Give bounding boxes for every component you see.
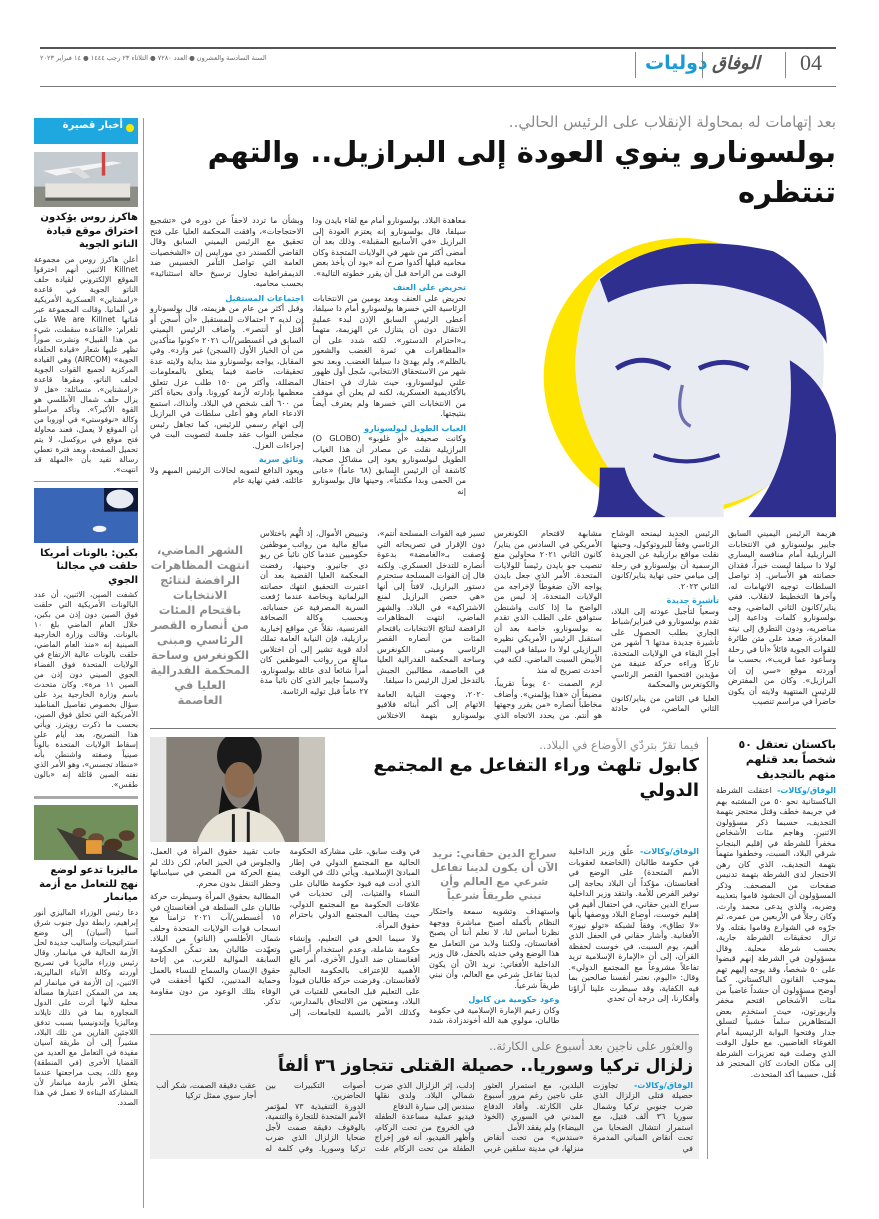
divider: [34, 796, 138, 799]
balloon-photo: [34, 488, 138, 543]
page-number: 04: [800, 50, 822, 75]
column-divider: [707, 737, 708, 1159]
sidebar-headline: هاكرز روس يؤكدون اختراق موقع قيادة الناتو الجوية: [40, 212, 138, 250]
header-divider: [635, 52, 636, 78]
quake-headline: زلزال تركيا وسوريا.. حصيلة القتلى تتجاوز ٣٦ ألفاً: [278, 1055, 693, 1076]
sidebar-body: دعا رئيس الوزراء الماليزي أنور إبراهيم، رابطة دول جنوب شرق آسيا (آسيان) إلى وضع استراتيجيات وأساليب جديدة لحل الأزمة الحالية في ميانمار. وقال رئيس وزراء ماليزيا في تصريح أوردته وكالة الأنباء الماليزية، الاثنين، إن الأزمة في ميانمار لم يعد من الممكن اعتبارها مسألة محلية لأنها أثرت على الدول المجاورة بما في ذلك تايلاند وماليزيا وإندونيسيا بسبب تدفق اللاجئين الفارين من تلك البلاد، مشيراً إلى أن طريقة آسيان مفيدة في التعامل مع العديد من القضايا الأخرى (في المنطقة) ومع ذلك، يجب مراجعتها عندما يتعلق الأمر بأزمة ميانمار لأن المشاركة البناءة لا تعمل في هذا الصدد.: [34, 907, 138, 1107]
sidebar-item: [34, 152, 138, 475]
sidebar-item: [34, 805, 138, 1108]
sidebar-body: أعلن هاكرز روس من مجموعة Killnet الاثنين أنهم اخترقوا الموقع الإلكتروني لقيادة حلف الناتو الجوية في قاعدة «رامشتاين» العسكرية الأمريكية في ألمانيا. وقالت المجموعة عبر قناتها We are Killnet على تلغرام: «القاعدة سقطت، شيء من هذا القبيل» ونشرت صوراً تظهر عليها شعار «قيادة الحلفاء الجوية» (AIRCOM) وهي القيادة المركزية لجميع القوات الجوية لحلف الناتو، ومقرها قاعدة «رامشتاين»، متسائلة: «هل لا يزال حلف شمال الأطلسي هو القوة الأكبر؟». وتأكد مراسلو وكالة «نوفوستي» في أوروبا من أن الموقع لا يعمل، فعند محاولة فتح موقع في بروكسل، لا يتم تحميل الصفحة، وبعد فترة تعطي رسالة تفيد بأن «المهلة قد انتهت».: [34, 254, 138, 474]
sidebar-body: كشفت الصين، الاثنين، أن عدد البالونات الأمريكية التي حلقت فوق الصين دون إذن من بكين، خلال العام الماضي بلغ ١٠ بالونات. وقالت وزارة الخارجية الصينية إنه «منذ العام الماضي، حلقت بالونات عالية الارتفاع في الولايات المتحدة فوق الفضاء الجوي الصيني دون إذن من الصين ١١ مرة». وكان متحدث باسم وزارة الخارجية يرد على سؤال بخصوص تفاصيل المناطيد الأمريكية التي تحلق فوق الصين، بحسب ما ذكرت رويترز. ويأتي هذا التصريح، بعد أيام على إسقاط الولايات المتحدة بالوناً صينياً وصفته واشنطن بأنه «منطاد تجسس»، وهو الأمر الذي نفته الصين قائلة إنه «بالون طقس».: [34, 590, 139, 789]
column-text: «سندس» من تحت أنقاض منزلها، في مدينة سلقين غربي إدلب، إثر الزلزال الذي ضرب شمالي البلاد. ولدى نقلها سندس إلى سيارة الدفاع: [374, 1080, 584, 1153]
airplane-icon: [34, 152, 138, 207]
subhead: وثائق سرية: [258, 455, 304, 464]
main-lower-columns: [260, 529, 836, 721]
sidebar: [34, 118, 138, 1114]
subhead: اجتماعات المستقبل: [225, 293, 304, 303]
haqqani-photo: [150, 737, 325, 842]
dateline-lead: الوفاق/وكالات-: [633, 1080, 693, 1090]
column-text: هزيمة الرئيس اليميني السابق جايير بولسونارو في الانتخابات البرازيلية أمام منافسه اليساري لولا دا سيلفا ليست خبراً، فقدان حصانته هو الأساس. إذ تواصل السلطات توجيه الاتهامات له، وآخرها التخطيط لانقلاب. ففي يناير/كانون الثاني الماضي، وجه بولسونارو كلمات وداعية إلى مناصريه، ودون التطرق إلى نيته المغادرة، صعد على متن طائرة للقوات الجوية قائلاً «أنا في رحلة وسأعود عما قريب»، بحسب ما أوردته موقع «سي إن إن البرازيل». وكان من المفترض للرئيس المنتهية ولايته أن يكون حاضراً في مراسم تنصيب: [728, 529, 836, 706]
bolsonaro-photo: [476, 216, 836, 521]
column-text: [569, 847, 700, 1005]
plane-photo: [34, 152, 138, 207]
header-bottom-rule: [40, 86, 836, 87]
column-text: وقبل أكثر من عام من هزيمته، قال بولسونارو إن لديه ٣ احتمالات للمستقبل «أن أُسجن أو أُقتل أو أنتصر». وأضاف الرئيس اليميني السابق في أغسطس/آب ٢٠٢١ «كونوا متأكدين من أن الخيار الأول (السجن) غير وارد». وفي المقابل، يواجه بولسونارو منذ بداية ولايته عدة تحقيقات، خاصة فيما يتعلق بالمعلومات المضللة، وأكثر من ١٥٠ طلب عزل تتعلق معظمها بإدارته لأزمة كورونا. وأدى بحياة أكثر من ٦٠٠ ألف شخص في البلاد. وأنذاك، استمع الادعاء العام وهو أعلى سلطات في البرازيل إلى اتهام رسمي للرئيس، كما تجاهل رئيس مجلس النواب عقد جلسة لتصويت البت في إجراءات العزل.: [150, 304, 304, 450]
sidebar-divider: [143, 118, 144, 1208]
section-title: دوليات: [645, 52, 708, 74]
logo: الوفاق: [712, 53, 760, 74]
column-text: ٢٠٢٠، وجهت النيابة العامة الاتهام إلى أكبر أبنائه فلافيو بولسونارو بتهمة الاختلاس وتبييض الأموال، إذ اتُّهم باختلاس مبالغ مالية من رواتب موظفين حكوميين عندما كان نائباً عن ريو دي جانيرو. وحينها، رفضت المحكمة العليا القضية بعد أن اعتبرت التحقيق انتهك حصانته البرلمانية وبخاصة عندما رُفعت السرية المصرفية عن حساباته. وبحسب وكالة الصحافة الفرنسية، نقلاً عن مواقع إخبارية برازيلية، فإن النيابة العامة تملك أدلة قوية تشير إلى أن اختلاس مبالغ من رواتب الموظفين كان أمراً شائعاً لدى عائلة بولسونارو، ولاسيما جايير الذي كان نائباً مدة ٢٧ عاماً قبل توليه الرئاسة.: [260, 529, 485, 720]
sidebar-title: أخبار قصيرة: [62, 120, 123, 131]
column-text: معاهدة البلاد. بولسونارو أمام مع لقاء بايدن ودا سيلفا، قال بولسونارو إنه يعتزم العودة إلى البرازيل «في الأسابيع المقبلة». وذلك بعد أن أمضى أكثر من شهر في الولايات المتحدة وكان محاميه قبلها أكدوا صرح أنه «يود أن يأخذ بعض الوقت من الراحة قبل أن يقرر خطوته التالية».: [312, 216, 466, 278]
header-divider: [785, 52, 786, 78]
portrait-illustration: [476, 216, 836, 521]
pakistan-story: [716, 737, 836, 1159]
sidebar-item: [34, 488, 138, 791]
dateline-lead: الوفاق/وكالات-: [639, 847, 699, 856]
kabul-pull-quote: سراج الدين حقاني: نريد الآن أن يكون لدينا تفاعل شرعي مع العالم وأن نبني طريقاً شرعياً: [430, 848, 558, 902]
quake-columns: [156, 1081, 693, 1155]
main-upper-columns: [150, 216, 466, 521]
section-rule: [150, 728, 836, 729]
column-text: واستهداف وتشويه سمعة واحتكار النظام بأكمله أصبح مباشرة ووجهة نظرنا أساس لنا، لا نعلم أننا أن يصبح أفغانستان، ولكننا ولابد من التعامل مع هذا الوضع وفي حديثه بالحفل، قال وزير الداخلية الأفغاني: نريد الآن أن يكون لدينا تفاعل شرعي مع العالم، وأن نبني طريقاً شرعياً.: [429, 907, 560, 990]
refugees-boat-photo: [34, 805, 138, 860]
dateline-lead: الوفاق/وكالات-: [776, 786, 837, 795]
pakistan-headline: باكستان تعتقل ٥٠ شخصاً بعد قتلهم متهم بالتجديف: [738, 738, 836, 781]
column-text: ولا سيما الحق في التعليم، وإنشاء حكومة شاملة، وعدم استخدام أراضي أفغانستان ضد الدول الأخرى، أمر بالغ الأهمية للإعتراف بالحكومة الحالية لأفغانستان. وفرضت حركة طالبان قيوداً على التعليم قبل الجامعي للفتيات في البلاد، ومنعتهن من الالتحاق بالمدارس، وكذلك الأمر بالنسبة للجامعات، إلى جانب تقييد حقوق المرأة في العمل، والجلوس في الحيز العام، لكن ذلك لم يمنع الحركة من المضي في سياساتها وحظر التنقل بدون محرم.: [150, 847, 420, 1017]
main-kicker: بعد إتهامات له بمحاولة الإنقلاب على الرئيس الحالي..: [508, 113, 836, 131]
pakistan-body: [716, 786, 836, 1080]
boat-icon: [34, 805, 138, 860]
balloon-icon: [34, 488, 138, 543]
column-text: البلدين، مع استمرار العثور على ناجين رغم مرور أسبوع على الكارثة. وأفاد الدفاع المدني في السوري (الخوذ البيضاء) ولم يفقد الأمل: [483, 1080, 584, 1132]
dateline: السنة السادسة والعشرون ● العدد ٧٢٨٠ ● الثلاثاء ٢٣ رجب ١٤٤٤ ● ١٤ فبراير ٢٠٢٣: [40, 54, 267, 62]
pull-quote: الشهر الماضي، انتهت المظاهرات الرافضة لنتائج الانتخابات باقتحام المئات من أنصاره القصر الرئاسي ومبنى الكونغرس وساحة المحكمة الفدرالية العليا في العاصمة: [150, 542, 250, 707]
divider: [34, 481, 138, 482]
column-text: لزم الصمت ٤٠ يوماً تقريباً، مضيفاً أن «هذا يؤلمني». وأضاف مخاطباً أنصاره «من يقرر وجهتها هو أنتم. من يحدد الاتجاه الذي تسير فيه القوات المسلحة أنتم»، دون الإقرار في تصريحاته التي وُصفت بـ«الغامضة» بدعوة أنصاره للتدخل العسكري. ولكنه قال إن القوات المسلحة ستحترم دستور البرازيل، لافتاً إلى أنها «هي حصن البرازيل لمنع الاشتراكية» في البلاد. والشهر الماضي، انتهت المظاهرات الرافضة لنتائج الانتخابات باقتحام المئات من أنصاره القصر الرئاسي ومبنى الكونغرس وساحة المحكمة الفدرالية العليا في العاصمة، مطالبين الجيش بالتدخل لعزل الرئيس دا سيلفا.: [377, 529, 603, 720]
article-text: علّق وزير الداخلية في حكومة طالبان (الخاضعة لعقوبات الأمم المتحدة) على الوضع في أفغانستان، مؤكداً أن البلاد بحاجة إلى توفير الفرص للأمة. وانتقد وزير الداخلية سراج الدين حقاني، في احتفال أقيم في إقليم خوست، أوضاع البلاد ووصفها بأنها «لا تطاق»، وفقاً لشبكة «تولو نيوز» الأفغانية. وأشار حقاني في الحفل الذي أقيم، يوم السبت، في خوست لحفظة القرآن، إلى أن «الإمارة الإسلامية تريد تفاعلاً مشروعاً مع المجتمع الدولي». وقال: «اليوم، نعتبر أنفسنا صالحين بما فيه الكفاية، وقد سيطرت علينا آراؤنا وأفكارنا، إلى درجة أن تحدي: [568, 847, 699, 1003]
column-text: الرئيس الجديد ليمنحه الوشاح الرئاسي وفقاً للبروتوكول، وحينها نقلت مواقع برازيلية عن الجريدة الرسمية أن بولسونارو في رحلة إلى ميامي حتى نهاية يناير/كانون الثاني ٢٠٢٣.: [611, 529, 719, 591]
kabul-columns: [150, 847, 699, 1027]
quake-box: [150, 1034, 699, 1160]
column-text: وسعياً لتأجيل عودته إلى البلاد، تقدم بولسونارو في فبراير/شباط الجاري بطلب الحصول على تأشيرة جديدة مدتها ٦ أشهر من أجل البقاء في الولايات المتحدة، تاركاً وراءه حركة عنيفة من مؤيدين اقتحموا القصر الرئاسي والكونغرس والمحكمة: [611, 606, 719, 689]
main-upper: [150, 216, 836, 521]
subhead: تحريض على العنف: [392, 283, 466, 292]
left-stories: [150, 737, 699, 1159]
speaker-illustration: [150, 737, 325, 842]
subhead: وعود حكومية من كابول: [468, 995, 560, 1004]
column-text: ويعود الدافع لتمويه لحالات الرئيس المبهم ولا عائلته. ففي نهاية عام: [150, 465, 304, 485]
sidebar-headline: ماليزيا تدعو لوضع نهج للتعامل مع أزمة ميانمار: [39, 865, 138, 903]
lower-sections: [150, 737, 836, 1159]
top-rule: [40, 47, 836, 49]
column-text: وكان زعيم الإمارة الإسلامية في حكومة طالبان، مولوي هبة الله أخوندزادة، شدد في وقت سابق، على مشاركة الحكومة الحالية مع المجتمع الدولي في إطار المبادئ الإسلامية. ويأتي ذلك في الوقت الذي أدت فيه قيود حكومة طالبان على النساء والفتيات، إلى تحديات في علاقات الحكومة مع المجتمع الدولي، حيث يطالب المجتمع الدولي باحترام حقوق المرأة.: [289, 847, 560, 1025]
yellow-dot-icon: [126, 124, 134, 132]
kabul-kicker: فيما تقرّ بتردّي الأوضاع في البلاد..: [539, 738, 699, 752]
column-text: تحريض على العنف وبعد يومين من الانتخابات الرئاسية التي خسرها بولسونارو أمام دا سيلفا، أعطى الرئيس السابق الإذن لبدء عملية الانتقال دون أن يتنازل عن الهزيمة، متهماً بـ«احترام الدستور». لكنه شدد على أن «المظاهرات هي ثمرة الغضب والشعور بالظلم»، ولم يهدئ دا سيلفا الغضب. وبعد نحو شهر من الاستحقاق الانتخابي، سُجل أول ظهور علني لبولسونارو، حيث شارك في احتفال بالأكاديمية العسكرية، لكنه لم يعلن أي موقف من الانتخابات التي خسرها ولم يعترف أيضاً بنتيجتها.: [312, 293, 466, 418]
article-text: تجاوزت حصيلة قتلى الزلزال الذي ضرب جنوبي تركيا وشمال سوريا ٣٦ ألف قتيل، مع استمرار انتشال الضحايا من تحت أنقاض المباني المدمرة في: [592, 1080, 694, 1153]
column-text: [593, 1081, 693, 1155]
subhead: تأشيرة جديدة: [666, 596, 719, 605]
quake-kicker: والعثور على ناجين بعد أسبوع على الكارثة..: [489, 1038, 693, 1053]
column-text: المطالبة بحقوق المرأة وسيطرت حركة طالبان على السلطة في أفغانستان في ١٥ أغسطس/آب ٢٠٢١ تزامناً مع انسحاب قوات الولايات المتحدة وحلف شمال الأطلسي (الناتو) من البلاد. وتعهّدت طالبان بعد تمكّن الحكومة السابقة الموالية للغرب، من إتاحة حقوق الإنسان والسماح للنساء بالعمل وحماية المدنيين، لكنها أخفقت في الوفاء بتلك الوعود من دون مقاومة تذكر.: [150, 892, 281, 1006]
sidebar-headline: بكين: بالونات أمريكا حلقت في مجالنا الجوي: [40, 547, 138, 586]
kabul-headline: كابول تلهث وراء التفاعل مع المجتمع الدولي: [373, 755, 699, 801]
article-text: اعتقلت الشرطة الباكستانية نحو ٥٠ من المشتبه بهم في جريمة خطف وقتل محتجز بتهمة التجديف، حسبما ذكر مسؤولون الاثنين. وهاجم مئات الأشخاص مخفراً للشرطة في إقليم البنجاب شرقي البلاد، السبت، وخطفوا متهماً بتهمة التجديف، الذي كان رهن الاحتجاز لدى الشرطة بتهمة تدنيس صفحات من المصحف. وذكر المسؤولون أن الحشود قاموا بتعذيبه وضربه، والذي يدعى محمد وارث، وكان رجلاً في الأربعين من عمره، ثم جرّوه في الشوارع وقاموا بقتله. ولا تزال تحقيقات الشرطة جارية، بحسب شرطة محلية. وقال مسؤولون في الشرطة إنهم قبضوا على ٥٠ شخصاً، وقد يوجه إليهم تهم بموجب القانون الباكستاني. كما أوضح مسؤولون أن حشداً غاضباً من مئات الأشخاص اقتحم مخفر واربورتون، حيث استخدم بعض المتظاهرين سلماً خشبياً لتسلق جدار وفتحوا البوابة الرئيسية أمام الغوغاء الغاضبين. مع حلول الوقت الذي وصلت فيه تعزيزات الشرطة إلى مكان الحادث كان المحتجز قد قُتل، حسبما أكد المتحدث.: [716, 786, 836, 1079]
column-text: العليا في الثامن من يناير/كانون الثاني الماضي، في حادثة مشابهة لاقتحام الكونغرس الأمريكي في السادس من يناير/كانون الثاني ٢٠٢١ محاولين منع تنصيب جو بايدن رئيساً للولايات المتحدة. الأمر الذي جعل بايدن يواجه الآن ضغوطاً لإخراجه من الولايات المتحدة، إذ ليس من الواضح ما إذا كانت واشنطن ستوافق على الطلب الذي تقدم به بولسونارو، خاصة بعد أن استقبل الرئيس الأمريكي نظيره البرازيلي لولا دا سيلفا في البيت الأبيض السبت الماضي. لكنه في أحدث تصريح له منذ: [494, 529, 719, 713]
column-text: الدورة التنفيذية ٧٣ لمؤتمر الأمم المتحدة للتجارة والتنمية، بالوقوف دقيقة صمت لأجل ضحايا الزلزال الذي ضرب تركيا وسوريا. وفي كلمة له عقب دقيقة الصمت، شكر ألب أجار سوي ممثل تركيا: [156, 1080, 366, 1153]
subhead: الغياب الطويل لبولسونارو: [364, 423, 466, 433]
main-area: [150, 112, 836, 1159]
column-text: وبشأن ما تردد لاحقاً عن دوره في «تشجيع الاحتجاجات»، وافقت المحكمة العليا على فتح تحقيق مع الرئيس اليميني السابق وقال القاضي ألكسندر دي مورايس إن «الشخصيات العامة التي تواصل التآمر الخسيس ضد الديمقراطية تحاول ترسيخ حالة استثنائية» بحسب محاميه.: [150, 216, 304, 288]
main-headline: بولسونارو ينوي العودة إلى البرازيل.. والتهم تنتظره: [207, 135, 836, 209]
column-text: فيديو عملية مساعدة الطفلة في الخروج من تحت الركام، وأظهر الفيديو، أنه فور إخراج الطفلة من تحت الركام علت أصوات التكبيرات بين الحاضرين.: [265, 1080, 475, 1153]
kabul-titles: [333, 737, 699, 842]
sidebar-header: [34, 118, 138, 144]
column-text: وكانت صحيفة «أو غلوبو» (O GLOBO) البرازيلية نقلت عن مصادر أن هذا الغياب الطويل لبولسونارو يعود إلى مشاكل صحية، كاشفة أن الرئيس السابق (٦٨ عاماً) «عانى من الحمى وبدا مكتئباً»، وحينها قال بولسونارو إنه: [312, 434, 466, 496]
kabul-header-row: [150, 737, 699, 842]
main-lower: [150, 529, 836, 721]
